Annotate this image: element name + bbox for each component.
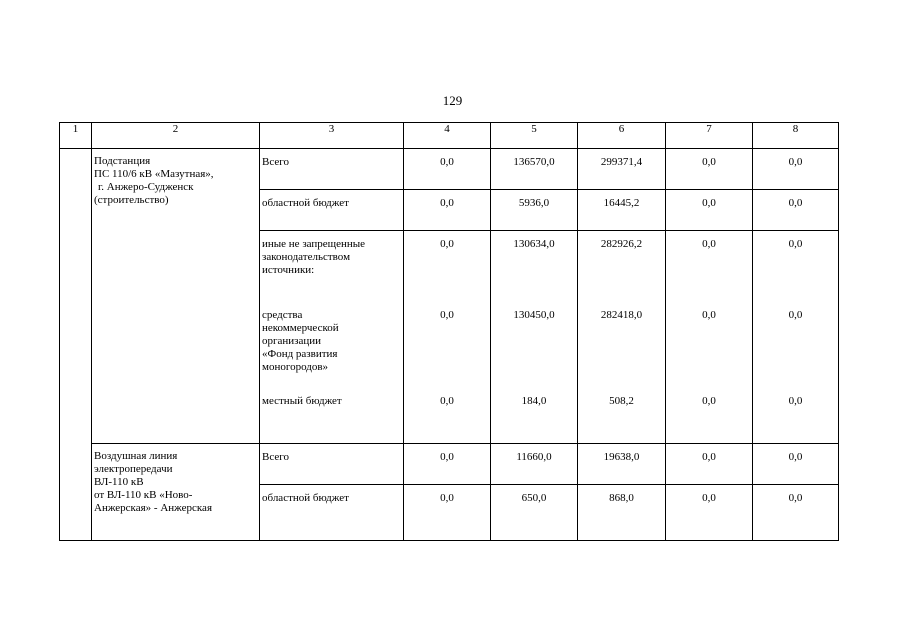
object-name-line: Воздушная линия xyxy=(94,450,178,462)
source-cell xyxy=(260,444,404,485)
value-cell: 0,0 xyxy=(404,231,491,302)
header-cell: 7 xyxy=(666,123,753,149)
value-cell: 130634,0 xyxy=(491,231,578,302)
source-cell xyxy=(260,231,404,302)
object-name-line: г. Анжеро-Судженск xyxy=(98,181,194,193)
value-cell: 0,0 xyxy=(404,388,491,444)
value-cell: 0,0 xyxy=(404,302,491,388)
investment-table xyxy=(59,122,839,541)
object-name-line: от ВЛ-110 кВ «Ново- xyxy=(94,489,193,501)
source-line: иные не запрещенные xyxy=(262,238,366,250)
value-cell: 868,0 xyxy=(578,485,666,541)
value-cell: 0,0 xyxy=(666,190,753,231)
value-cell: 0,0 xyxy=(666,485,753,541)
object-name-line: Подстанция xyxy=(94,155,151,167)
header-cell: 2 xyxy=(92,123,260,149)
value-cell: 0,0 xyxy=(753,388,839,444)
object-name-line: ВЛ-110 кВ xyxy=(94,476,144,488)
index-cell xyxy=(60,149,92,541)
value-cell: 282418,0 xyxy=(578,302,666,388)
value-cell: 0,0 xyxy=(753,190,839,231)
source-line: «Фонд развития xyxy=(262,347,338,360)
source-line: законодательством xyxy=(262,251,351,263)
value-cell: 0,0 xyxy=(666,149,753,190)
value-cell: 0,0 xyxy=(666,231,753,302)
source-line: областной бюджет xyxy=(262,197,349,209)
value-cell: 19638,0 xyxy=(578,444,666,485)
value-cell: 0,0 xyxy=(666,388,753,444)
source-cell xyxy=(260,149,404,190)
value-cell: 282926,2 xyxy=(578,231,666,302)
header-cell: 8 xyxy=(753,123,839,149)
object-name-line: Анжерская» - Анжерская xyxy=(94,502,213,514)
value-cell: 0,0 xyxy=(666,302,753,388)
source-cell xyxy=(260,485,404,541)
source-line: организации xyxy=(262,334,322,347)
source-line: моногородов» xyxy=(262,360,329,373)
value-cell: 299371,4 xyxy=(578,149,666,190)
value-cell: 0,0 xyxy=(753,302,839,388)
value-cell: 184,0 xyxy=(491,388,578,444)
value-cell: 5936,0 xyxy=(491,190,578,231)
header-cell: 6 xyxy=(578,123,666,149)
source-line: Всего xyxy=(262,451,289,463)
value-cell: 130450,0 xyxy=(491,302,578,388)
value-cell: 11660,0 xyxy=(491,444,578,485)
object-name-line: ПС 110/6 кВ «Мазутная», xyxy=(94,168,214,180)
table-row xyxy=(60,149,839,190)
value-cell: 0,0 xyxy=(753,444,839,485)
value-cell: 16445,2 xyxy=(578,190,666,231)
value-cell: 0,0 xyxy=(404,444,491,485)
value-cell: 0,0 xyxy=(753,485,839,541)
header-row xyxy=(60,123,839,149)
source-line: областной бюджет xyxy=(262,492,349,504)
object-name-cell xyxy=(92,149,260,444)
value-cell: 0,0 xyxy=(404,149,491,190)
value-cell: 136570,0 xyxy=(491,149,578,190)
source-line: местный бюджет xyxy=(262,394,342,407)
source-line: средства xyxy=(262,308,303,321)
source-line: некоммерческой xyxy=(262,321,339,334)
table-row xyxy=(60,444,839,485)
header-cell: 3 xyxy=(260,123,404,149)
value-cell: 0,0 xyxy=(666,444,753,485)
object-name-line: (строительство) xyxy=(94,194,169,206)
value-cell: 0,0 xyxy=(404,190,491,231)
value-cell: 0,0 xyxy=(404,485,491,541)
object-name-line: электропередачи xyxy=(94,463,173,475)
header-cell: 5 xyxy=(491,123,578,149)
value-cell: 0,0 xyxy=(753,149,839,190)
header-cell: 4 xyxy=(404,123,491,149)
page-number: 129 xyxy=(442,93,463,108)
object-name-cell xyxy=(92,444,260,541)
header-cell: 1 xyxy=(60,123,92,149)
source-line: источники: xyxy=(262,264,315,276)
source-cell xyxy=(260,190,404,231)
source-line: Всего xyxy=(262,156,289,168)
value-cell: 0,0 xyxy=(753,231,839,302)
source-cell xyxy=(260,388,404,444)
value-cell: 650,0 xyxy=(491,485,578,541)
value-cell: 508,2 xyxy=(578,388,666,444)
source-cell xyxy=(260,302,404,388)
